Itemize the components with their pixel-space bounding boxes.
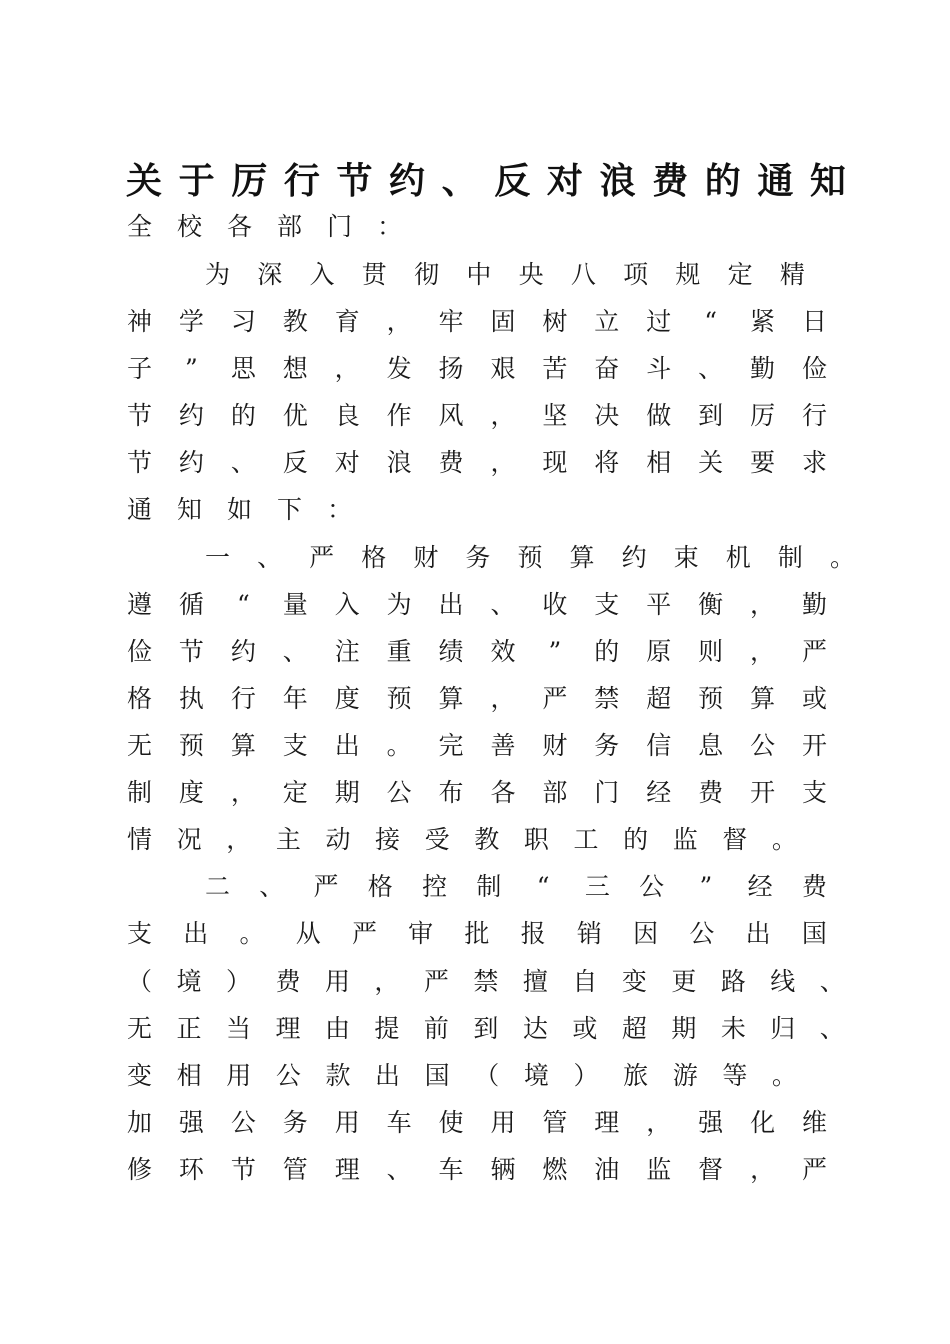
paragraph-line: 俭 节 约 、 注 重 绩 效 ” 的 原 则 ， 严 (127, 637, 827, 666)
paragraph-line: 节 约 、 反 对 浪 费 ， 现 将 相 关 要 求 (127, 448, 827, 477)
paragraph-line: 加 强 公 务 用 车 使 用 管 理 ， 强 化 维 (127, 1108, 827, 1137)
paragraph-line: 无 正 当 理 由 提 前 到 达 或 超 期 未 归 、 (127, 1014, 845, 1043)
paragraph-line: 情 况 ， 主 动 接 受 教 职 工 的 监 督 。 (127, 825, 797, 854)
paragraph-line: 无 预 算 支 出 。 完 善 财 务 信 息 公 开 (127, 731, 827, 760)
document-title: 关 于 厉 行 节 约 、 反 对 浪 费 的 通 知 (126, 159, 846, 202)
paragraph-line: 格 执 行 年 度 预 算 ， 严 禁 超 预 算 或 (127, 684, 827, 713)
paragraph-line: 支 出 。 从 严 审 批 报 销 因 公 出 国 (127, 919, 827, 948)
paragraph-line: 遵 循 “ 量 入 为 出 、 收 支 平 衡 ， 勤 (127, 590, 827, 619)
section-heading: 一 、 严 格 财 务 预 算 约 束 机 制 。 (205, 543, 855, 572)
paragraph-line: 子 ” 思 想 ， 发 扬 艰 苦 奋 斗 、 勤 俭 (127, 354, 827, 383)
paragraph-line: 节 约 的 优 良 作 风 ， 坚 决 做 到 厉 行 (127, 401, 827, 430)
paragraph-line: 变 相 用 公 款 出 国 （ 境 ） 旅 游 等 。 (127, 1061, 797, 1090)
paragraph-line: 通 知 如 下 ： (127, 495, 353, 524)
paragraph-line: 修 环 节 管 理 、 车 辆 燃 油 监 督 ， 严 (127, 1155, 827, 1184)
paragraph-line: 神 学 习 教 育 ， 牢 固 树 立 过 “ 紧 日 (127, 307, 827, 336)
paragraph-line: 为 深 入 贯 彻 中 央 八 项 规 定 精 (205, 260, 805, 289)
salutation: 全 校 各 部 门 ： (127, 212, 403, 241)
paragraph-line: 制 度 ， 定 期 公 布 各 部 门 经 费 开 支 (127, 778, 827, 807)
section-heading: 二 、 严 格 控 制 “ 三 公 ” 经 费 (205, 872, 827, 901)
paragraph-line: （ 境 ） 费 用 ， 严 禁 擅 自 变 更 路 线 、 (127, 967, 845, 996)
